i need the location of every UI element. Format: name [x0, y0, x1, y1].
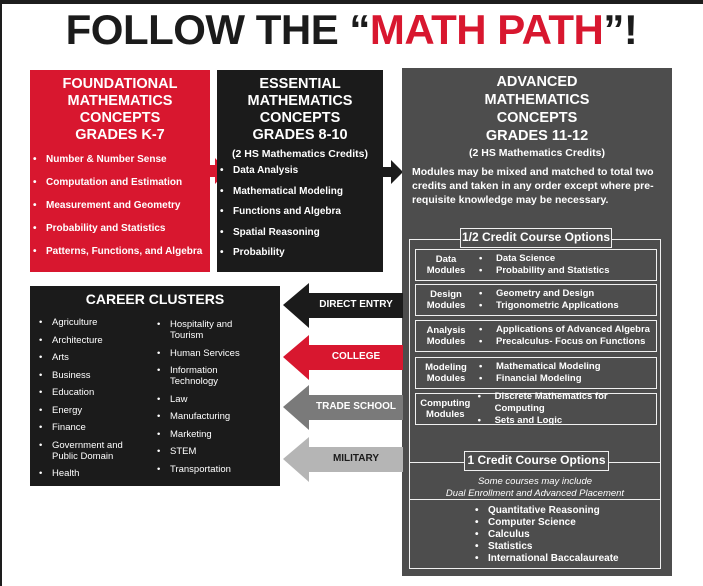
list-item: • Quantitative Reasoning — [472, 505, 619, 517]
direct-entry-arrow: DIRECT ENTRY — [283, 283, 403, 328]
list-item: • Arts — [36, 352, 156, 363]
list-item: • International Baccalaureate — [472, 553, 619, 565]
module-items: • Geometry and Design • Trigonometric Applications — [476, 288, 619, 312]
one-credit-title: 1 Credit Course Options — [464, 451, 609, 471]
top-border — [0, 0, 703, 4]
list-item: • Manufacturing — [154, 411, 274, 422]
list-item: • Number & Number Sense — [30, 154, 210, 177]
module-label: Design Modules — [426, 289, 466, 311]
list-item: • Government and Public Domain — [36, 440, 142, 462]
advanced-description: Modules may be mixed and matched to total two credits and taken in any order except where pre-requisite knowledge may be necessary. — [412, 166, 654, 206]
list-item: • Functions and Algebra — [217, 206, 383, 227]
advanced-box — [402, 68, 672, 576]
list-item: • STEM — [154, 446, 274, 457]
list-item: • Hospitality and Tourism — [154, 319, 250, 341]
career-clusters-box — [30, 286, 280, 486]
module-label: Computing Modules — [420, 398, 471, 420]
trade-school-arrow: TRADE SCHOOL — [283, 385, 403, 430]
one-credit-note: Some courses may include Dual Enrollment and Advanced Placement — [445, 476, 625, 499]
essential-to-advanced-arrow — [381, 160, 403, 184]
module-label: Data Modules — [426, 254, 466, 276]
essential-header: ESSENTIAL MATHEMATICS CONCEPTS GRADES 8-10 — [247, 76, 353, 143]
career-header: CAREER CLUSTERS — [85, 291, 225, 307]
module-row-data — [415, 249, 657, 281]
essential-list — [217, 165, 383, 268]
list-item: • Data Analysis — [217, 165, 383, 186]
list-item: • Information Technology — [154, 365, 250, 387]
military-arrow: MILITARY — [283, 437, 403, 482]
list-item: • Architecture — [36, 335, 156, 346]
foundational-box — [30, 70, 210, 272]
essential-credits: (2 HS Mathematics Credits) — [232, 148, 368, 160]
page-title: FOLLOW THE “MATH PATH”! — [65, 6, 638, 53]
half-credit-title: 1/2 Credit Course Options — [460, 228, 612, 248]
list-item: • Education — [36, 387, 156, 398]
list-item: • Agriculture — [36, 317, 156, 328]
one-credit-list — [472, 505, 619, 565]
list-item: • Finance — [36, 422, 156, 433]
list-item: • Business — [36, 370, 156, 381]
advanced-credits: (2 HS Mathematics Credits) — [469, 147, 605, 159]
module-items: • Applications of Advanced Algebra • Precalculus- Focus on Functions — [476, 324, 650, 348]
list-item: • Measurement and Geometry — [30, 200, 210, 223]
college-arrow: COLLEGE — [283, 335, 403, 380]
list-item: • Probability and Statistics — [30, 223, 210, 246]
list-item: • Mathematical Modeling — [217, 186, 383, 207]
list-item: • Health — [36, 468, 156, 479]
list-item: • Probability — [217, 247, 383, 268]
module-items: • Mathematical Modeling • Financial Modeling — [476, 361, 601, 385]
career-list-col2 — [154, 319, 274, 475]
list-item: • Calculus — [472, 529, 619, 541]
advanced-header: ADVANCED MATHEMATICS CONCEPTS GRADES 11-12 — [484, 74, 590, 144]
module-label: Analysis Modules — [426, 325, 466, 347]
list-item: • Law — [154, 394, 274, 405]
list-item: • Marketing — [154, 429, 274, 440]
essential-box — [217, 70, 383, 272]
list-item: • Transportation — [154, 464, 274, 475]
module-row-design — [415, 284, 657, 316]
module-row-computing — [415, 393, 657, 425]
module-label: Modeling Modules — [425, 362, 467, 384]
left-border — [0, 0, 2, 586]
list-item: • Computer Science — [472, 517, 619, 529]
foundational-header: FOUNDATIONAL MATHEMATICS CONCEPTS GRADES K-7 — [62, 76, 178, 143]
module-items: • Discrete Mathematics for Computing • Sets and Logic — [475, 391, 656, 427]
list-item: • Energy — [36, 405, 156, 416]
list-item: • Patterns, Functions, and Algebra — [30, 246, 210, 269]
list-item: • Spatial Reasoning — [217, 227, 383, 248]
list-item: • Human Services — [154, 348, 274, 359]
module-row-analysis — [415, 320, 657, 352]
module-row-modeling — [415, 357, 657, 389]
list-item: • Statistics — [472, 541, 619, 553]
module-items: • Data Science • Probability and Statistics — [476, 253, 610, 277]
career-list-col1 — [36, 317, 156, 479]
foundational-list — [30, 154, 210, 269]
list-item: • Computation and Estimation — [30, 177, 210, 200]
